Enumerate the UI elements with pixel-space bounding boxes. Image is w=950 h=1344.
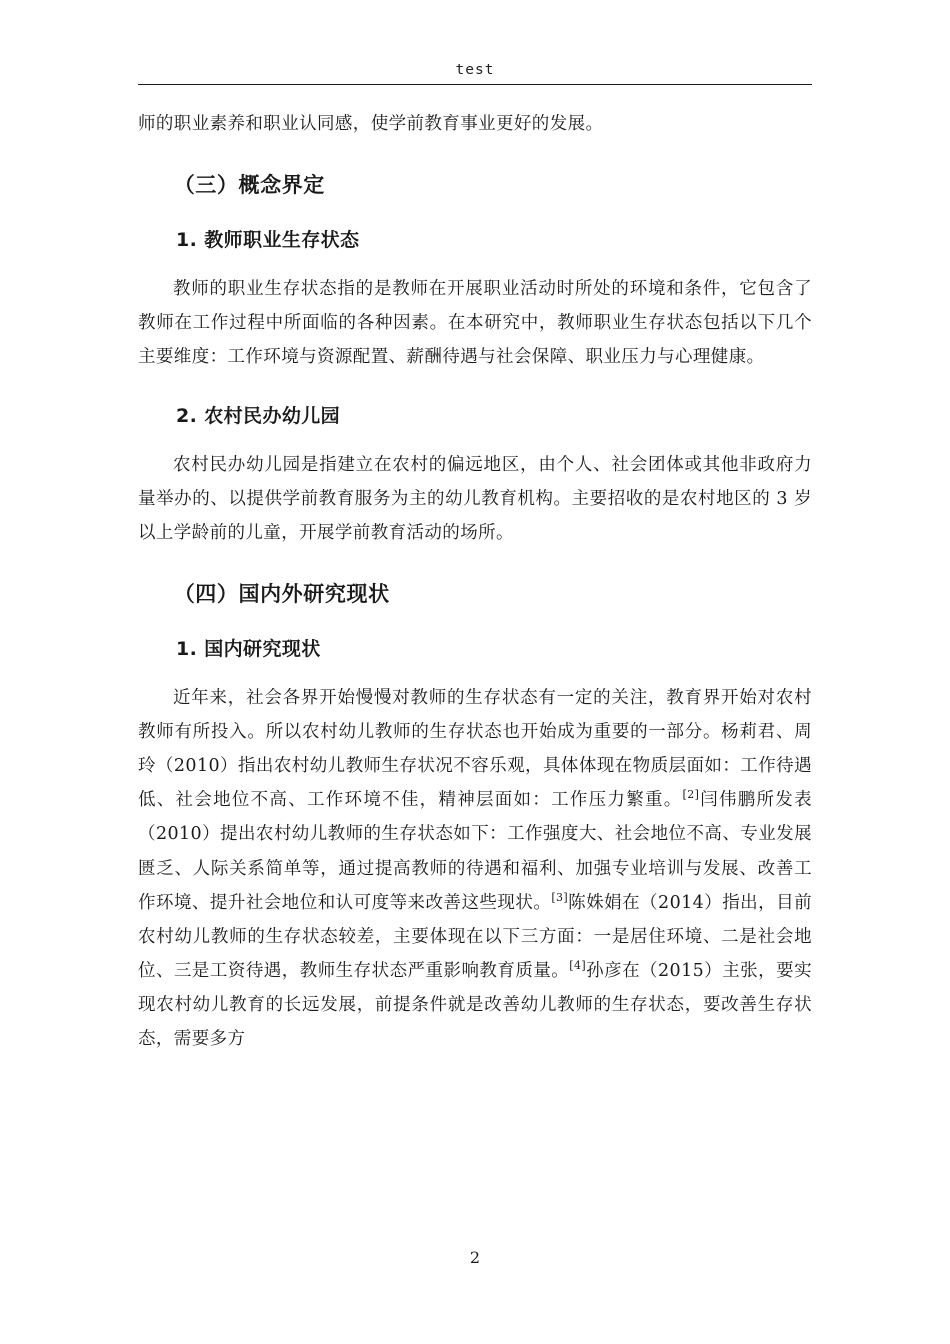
page-content — [138, 62, 812, 1062]
running-header: test — [455, 62, 495, 78]
heading-domestic-research-status: 1. 国内研究现状 — [176, 637, 321, 660]
heading-teacher-occupational-status: 1. 教师职业生存状态 — [176, 229, 360, 252]
citation-marker: [3] — [551, 890, 569, 904]
page-number: 2 — [469, 1248, 481, 1267]
paragraph-teacher-occupational-status: 教师的职业生存状态指的是教师在开展职业活动时所处的环境和条件，它包含了教师在工作过程中所面临的各种因素。在本研究中，教师职业生存状态包括以下几个主要维度：工作环境与资源配置、薪酬待遇与社会保障、职业压力与心理健康。 — [138, 279, 812, 368]
paragraph-rural-private-kindergarten: 农村民办幼儿园是指建立在农村的偏远地区，由个人、社会团体或其他非政府力量举办的、以提供学前教育服务为主的幼儿教育机构。主要招收的是农村地区的 3 岁以上学龄前的儿童，开展学前教育活动的场所。 — [138, 454, 812, 543]
paragraph-continued-intro: 师的职业素养和职业认同感，使学前教育事业更好的发展。 — [138, 114, 604, 134]
heading-rural-private-kindergarten: 2. 农村民办幼儿园 — [176, 404, 341, 427]
heading-research-status: （四）国内外研究现状 — [173, 581, 390, 606]
heading-concept-definition: （三）概念界定 — [173, 173, 325, 198]
header-rule — [138, 84, 812, 85]
citation-marker: [2] — [682, 788, 700, 802]
citation-marker: [4] — [569, 959, 587, 973]
paragraph-domestic-research-status: 近年来，社会各界开始慢慢对教师的生存状态有一定的关注，教育界开始对农村教师有所投入。所以农村幼儿教师的生存状态也开始成为重要的一部分。杨莉君、周玲（2010）指出农村幼儿教师生存状况不容乐观，具体体现在物质层面如：工作待遇低、社会地位不高、工作环境不佳，精神层面如：工作压力繁重。[2]闫伟鹏所发表 （2010）提出农村幼儿教师的生存状态如下：工作强度大、社会地位不高、专业发展匮乏、人际关系简单等，通过提高教师的待遇和福利、加强专业培训与发展、改善工作环境、提升社会地位和认可度等来改善这些现状。[3]陈姝娟在（2014）指出，目前农村幼儿教师的生存状态较差，主要体现在以下三方面：一是居住环境、二是社会地位、三是工资待遇，教师生存状态严重影响教育质量。[4]孙彦在（2015）主张，要实现农村幼儿教育的长远发展，前提条件就是改善幼儿教师的生存状态，要改善生存状态，需要多方 — [138, 687, 812, 1050]
